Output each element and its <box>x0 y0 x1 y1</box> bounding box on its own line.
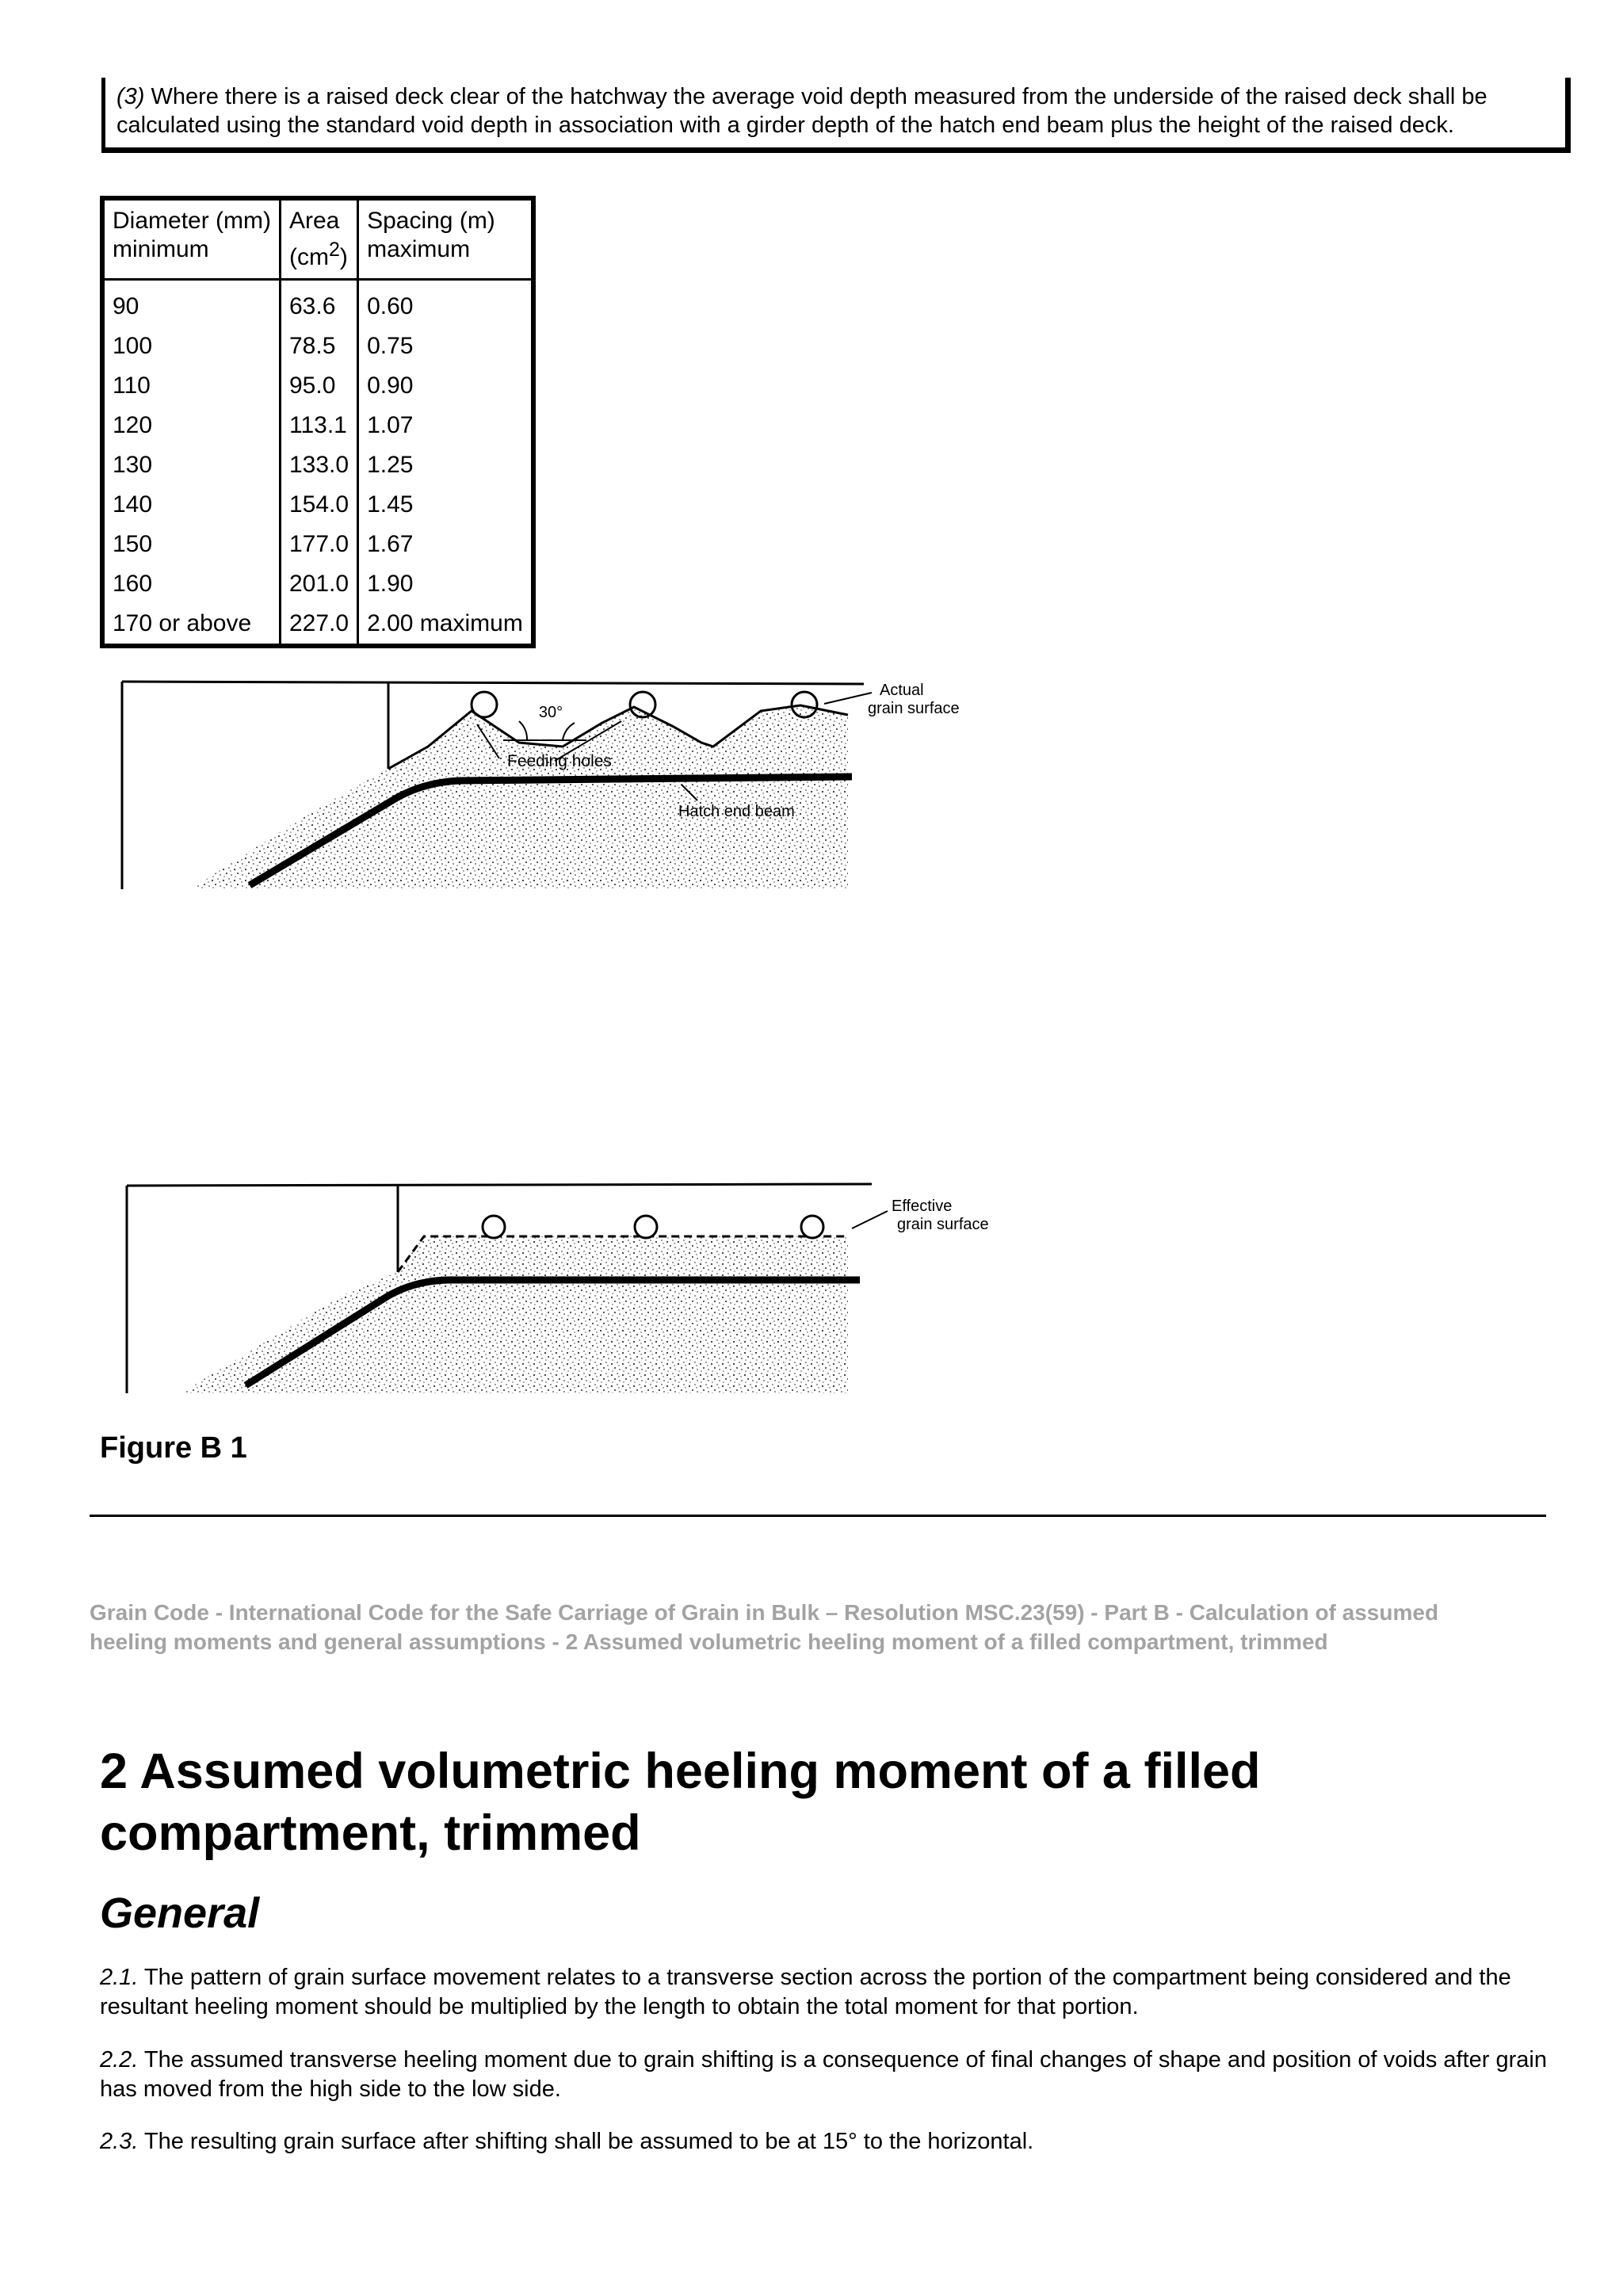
figure-actual-grain-surface <box>111 667 999 897</box>
cell-diameter: 170 or above <box>113 610 252 636</box>
effective-surface-label-1: Effective <box>892 1198 953 1215</box>
cell-spacing: 1.45 <box>358 485 533 525</box>
cell-spacing: 0.90 <box>358 366 533 406</box>
cell-area: 63.6 <box>281 280 358 327</box>
feeding-holes-table <box>100 196 536 648</box>
cell-area: 154.0 <box>281 485 358 525</box>
cell-area: 78.5 <box>281 327 358 366</box>
table-row <box>102 280 533 327</box>
paragraph-2-1: 2.1. The pattern of grain surface movement relates to a transverse section across the portion of the compartment being considered and the resultant heeling moment should be multiplied by the length to obtain the total moment for that portion. <box>100 1965 1511 2019</box>
header-area: Area $(cm^2)$ <box>281 198 358 280</box>
figure-caption: Figure B 1 <box>100 1431 247 1465</box>
cell-diameter: 150 <box>113 531 153 557</box>
actual-surface-label-1: Actual <box>880 682 924 699</box>
cell-spacing: 1.67 <box>358 525 533 564</box>
cell-area: 201.0 <box>281 564 358 604</box>
hatch-end-beam-label: Hatch end beam <box>678 803 795 820</box>
section-subheading: General <box>100 1889 260 1937</box>
cell-diameter: 160 <box>113 571 153 597</box>
cell-diameter: 130 <box>113 452 153 478</box>
table-row <box>102 406 533 445</box>
effective-surface-label-2: grain surface <box>897 1216 989 1233</box>
note-box <box>101 78 1571 153</box>
cell-diameter: 110 <box>113 372 151 399</box>
cell-spacing: 2.00 maximum <box>358 604 533 646</box>
paragraph-2-3: 2.3. The resulting grain surface after shifting shall be assumed to be at 15° to the horizontal. <box>100 2129 1034 2154</box>
cell-spacing: 1.90 <box>358 564 533 604</box>
cell-diameter: 90 <box>113 293 139 319</box>
table-row <box>102 525 533 564</box>
paragraph-2-2: 2.2. The assumed transverse heeling moment due to grain shifting is a consequence of final changes of shape and position of voids after grain has moved from the high side to the low side. <box>100 2047 1547 2102</box>
actual-surface-label-2: grain surface <box>868 700 960 717</box>
table-row <box>102 604 533 646</box>
breadcrumb[interactable]: Grain Code - International Code for the Safe Carriage of Grain in Bulk – Resolution MSC.23(59) - Part B - Calculation of assumed heeling moments and general assumptions - 2 Assumed volumetric heeling moment of a filled compartment, trimmed <box>90 1600 1439 1654</box>
cell-area: 113.1 <box>281 406 358 445</box>
cell-spacing: 1.25 <box>358 445 533 485</box>
table-row <box>102 366 533 406</box>
table-row <box>102 485 533 525</box>
cell-area: 227.0 <box>281 604 358 646</box>
header-diameter: Diameter (mm) minimum <box>102 198 281 280</box>
figure-effective-grain-surface <box>111 1173 1014 1395</box>
table-header-row <box>102 198 533 280</box>
header-spacing: Spacing (m) maximum <box>358 198 533 280</box>
cell-diameter: 120 <box>113 412 153 438</box>
cell-area: 133.0 <box>281 445 358 485</box>
note-number: (3) <box>116 84 145 109</box>
table-row <box>102 445 533 485</box>
cell-spacing: 1.07 <box>358 406 533 445</box>
cell-diameter: 140 <box>113 491 153 518</box>
cell-area: 95.0 <box>281 366 358 406</box>
cell-spacing: 0.60 <box>358 280 533 327</box>
feeding-holes-label: Feeding holes <box>507 752 612 770</box>
section-divider <box>90 1515 1546 1517</box>
cell-area: 177.0 <box>281 525 358 564</box>
table-row <box>102 327 533 366</box>
angle-label: 30° <box>538 704 563 721</box>
page-title: 2 Assumed volumetric heeling moment of a filled compartment, trimmed <box>100 1744 1261 1861</box>
cell-diameter: 100 <box>113 333 153 359</box>
table-row <box>102 564 533 604</box>
note-text: Where there is a raised deck clear of the hatchway the average void depth measured from the underside of the raised deck shall be calculated using the standard void depth in association with a girder depth of the hatch end beam plus the height of the raised deck. <box>116 84 1487 138</box>
cell-spacing: 0.75 <box>358 327 533 366</box>
